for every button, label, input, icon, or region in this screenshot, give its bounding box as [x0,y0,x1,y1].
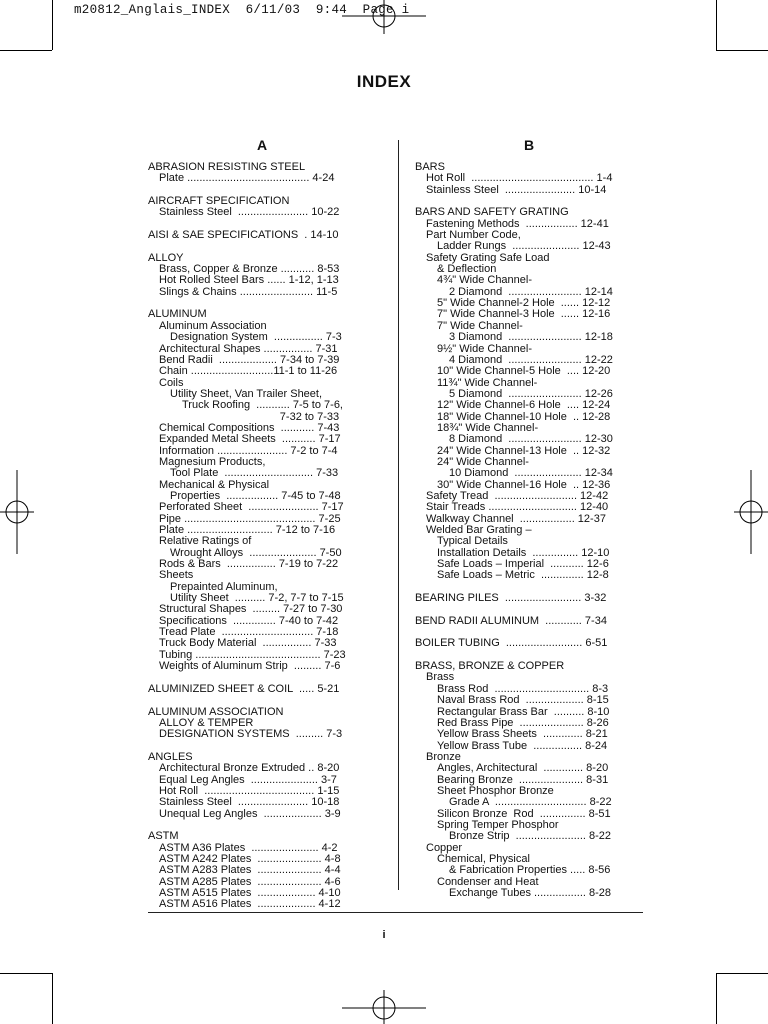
index-entry: 12" Wide Channel-6 Hole .... 12-24 [437,399,611,412]
crop-mark [52,973,53,1024]
index-heading: ALUMINUM [148,308,207,321]
index-entry: Architectural Bronze Extruded .. 8-20 [159,762,340,775]
index-entry: Hot Rolled Steel Bars ...... 1-12, 1-13 [159,274,339,287]
index-entry: Fastening Methods ................. 12-41 [426,217,609,230]
entry-spacer [148,820,376,831]
index-entry: Bearing Bronze ..................... 8-31 [437,773,609,786]
index-entry: Tubing ......................................... 7-23 [159,648,346,661]
index-entry: Part Number Code, [426,229,521,242]
column-divider [398,140,399,890]
registration-mark-bottom [342,990,426,1024]
index-entry: 7-32 to 7-33 [182,410,340,423]
section-letter-a: A [256,137,268,153]
index-entry: 5" Wide Channel-2 Hole ...... 12-12 [437,297,611,310]
index-entry: 7" Wide Channel- [437,319,523,332]
index-entry: Brass, Copper & Bronze ........... 8-53 [159,263,340,276]
index-entry: Chemical Compositions ........... 7-43 [159,421,340,434]
index-entry: Utility Sheet .......... 7-2, 7-7 to 7-15 [170,592,344,605]
index-entry: Weights of Aluminum Strip ......... 7-6 [159,660,341,673]
index-entry: Hot Roll .................................... 1-15 [159,784,340,797]
index-entry: Safe Loads – Imperial ........... 12-6 [437,558,609,571]
index-entry: Angles, Architectural ............. 8-20 [437,762,609,775]
index-entry: Sheet Phosphor Bronze [437,784,554,797]
index-heading: BARS [415,161,445,173]
entry-spacer [148,695,376,706]
index-entry: Magnesium Products, [159,455,266,468]
index-entry: 8 Diamond ........................ 12-30 [449,433,613,446]
index-entry: Exchange Tubes ................. 8-28 [449,887,612,899]
footer-rule [148,912,643,913]
index-entry: Coils [159,376,184,389]
index-entry: Relative Ratings of [159,535,252,548]
index-entry: Architectural Shapes ................ 7-31 [159,342,338,355]
index-entry: 24" Wide Channel- [437,455,529,468]
index-heading: ABRASION RESISTING STEEL [148,161,306,173]
index-heading: ANGLES [148,750,193,763]
index-entry: Truck Body Material ................ 7-33 [159,637,337,650]
index-entry: Mechanical & Physical [159,478,270,491]
index-entry: Red Brass Pipe ..................... 8-26 [437,716,609,729]
index-entry: Chain ...........................11-1 to 11-26 [159,365,338,378]
index-entry: Silicon Bronze Rod ............... 8-51 [437,807,611,820]
index-entry: ASTM A515 Plates ................... 4-10 [159,887,341,899]
index-entry: Naval Brass Rod ................... 8-15 [437,694,609,707]
index-entry: Copper [426,841,463,854]
registration-mark-right [734,470,768,554]
index-column-a [148,138,376,911]
index-entry: Stainless Steel ....................... 10-22 [159,206,340,219]
index-entry: Slings & Chains ........................ 11-5 [159,285,338,298]
index-entry: ALLOY & TEMPER [159,716,254,729]
index-entry: ASTM A242 Plates ..................... 4-8 [159,852,341,865]
index-entry: Stainless Steel ....................... 10-18 [159,796,340,809]
index-entry: DESIGNATION SYSTEMS ......... 7-3 [159,728,343,741]
index-entry: ASTM A36 Plates ...................... 4-2 [159,841,338,854]
index-entry: Aluminum Association [159,319,267,332]
index-entry: Unequal Leg Angles ................... 3-9 [159,807,341,820]
crop-mark [0,973,52,974]
index-entry: 7" Wide Channel-3 Hole ...... 12-16 [437,308,611,321]
section-letter-b: B [523,137,535,153]
index-heading: BEND RADII ALUMINUM ............ 7-34 [415,614,607,627]
index-entry: Welded Bar Grating – [426,524,532,536]
index-entry: Typical Details [437,535,508,548]
index-entry: Rectangular Brass Bar .......... 8-10 [437,705,610,718]
crop-mark [716,973,768,974]
index-entry: 3 Diamond ........................ 12-18 [449,331,613,344]
index-entry: Safety Grating Safe Load [426,251,550,264]
index-heading: ASTM [148,830,179,843]
index-entry: Brass [426,671,455,684]
index-heading: ALUMINUM ASSOCIATION [148,705,284,718]
index-entry: Prepainted Aluminum, [170,580,278,593]
index-entry: Chemical, Physical [437,852,530,865]
index-entry: 24" Wide Channel-13 Hole .. 12-32 [437,444,611,457]
print-slug: m20812_Anglais_INDEX 6/11/03 9:44 Page i [74,3,410,17]
index-entry: Stainless Steel ....................... 10-14 [426,183,607,196]
index-entry: Plate ............................ 7-12 to 7-16 [159,524,336,536]
index-entry: 2 Diamond ........................ 12-14 [449,285,613,298]
index-entry: Perforated Sheet ....................... 7-17 [159,501,344,514]
index-entry: ASTM A285 Plates ..................... 4-6 [159,875,341,888]
registration-mark-top [342,0,426,34]
index-entry: Stair Treads ............................. 12-40 [426,501,609,514]
index-entry: Hot Roll ........................................ 1-4 [426,172,613,185]
index-entry: Plate ........................................ 4-24 [159,172,335,185]
registration-mark-left [0,470,34,554]
index-entry: Walkway Channel .................. 12-37 [426,512,606,525]
crop-mark [716,50,768,51]
index-entry: ASTM A516 Plates ................... 4-12 [159,898,341,911]
index-entry: Specifications .............. 7-40 to 7-42 [159,614,339,627]
crop-mark [52,0,53,50]
index-entry: Properties ................. 7-45 to 7-48 [170,489,341,502]
index-entry: Designation System ................ 7-3 [170,331,342,344]
index-heading: AISI & SAE SPECIFICATIONS . 14-10 [148,229,339,242]
index-entry: Ladder Rungs ...................... 12-43 [437,240,611,253]
index-entry: 18" Wide Channel-10 Hole .. 12-28 [437,410,611,423]
index-entry: ASTM A283 Plates ..................... 4-4 [159,864,341,877]
crop-mark [716,973,717,1024]
index-entry: Yellow Brass Tube ................ 8-24 [437,739,608,752]
index-entry: Equal Leg Angles ...................... 3-7 [159,773,337,786]
index-entry: Pipe ........................................... 7-25 [159,512,341,525]
crop-mark [0,50,52,51]
index-entry: 11¾" Wide Channel- [437,376,538,389]
index-heading: BRASS, BRONZE & COPPER [415,660,565,673]
index-entry: Information ....................... 7-2 to 7-4 [159,444,338,457]
index-entry: 4 Diamond ........................ 12-22 [449,353,613,366]
index-entry: 4¾" Wide Channel- [437,274,533,287]
index-entry: Tool Plate ............................. 7-33 [170,467,339,480]
index-entry: 18¾" Wide Channel- [437,421,539,434]
index-entry: Safety Tread ........................... 12-42 [426,489,609,502]
index-entry: 9½" Wide Channel- [437,342,533,355]
index-entry: & Deflection [437,263,497,276]
index-entry: Yellow Brass Sheets ............. 8-21 [437,728,608,741]
index-heading: ALUMINIZED SHEET & COIL ..... 5-21 [148,682,340,695]
index-entry: Truck Roofing ........... 7-5 to 7-6, [182,399,343,412]
index-entry: Bronze Strip ....................... 8-22 [449,830,612,843]
index-entry: 5 Diamond ........................ 12-26 [449,387,613,400]
index-entry: Utility Sheet, Van Trailer Sheet, [170,387,323,400]
crop-mark [716,0,717,50]
index-entry: Rods & Bars ................ 7-19 to 7-22 [159,558,339,571]
index-heading: ALLOY [148,251,184,264]
index-entry: Grade A .............................. 8-22 [449,796,612,809]
index-entry: Bronze [426,750,461,763]
index-entry: Bend Radii ................... 7-34 to 7-39 [159,353,340,366]
index-entry: Installation Details ............... 12-10 [437,546,610,559]
index-heading: AIRCRAFT SPECIFICATION [148,195,290,208]
page-title: INDEX [356,72,412,91]
index-entry: Safe Loads – Metric .............. 12-8 [437,569,609,582]
index-entry: 10" Wide Channel-5 Hole .... 12-20 [437,365,611,378]
index-heading: BARS AND SAFETY GRATING [415,206,569,219]
index-entry: Wrought Alloys ...................... 7-50 [170,546,342,559]
index-entry: Sheets [159,569,194,582]
index-entry: 10 Diamond ...................... 12-34 [449,467,613,480]
index-heading: BEARING PILES ......................... 3-32 [415,592,607,605]
page-number: i [382,929,386,941]
index-entry: Structural Shapes ......... 7-27 to 7-30 [159,603,343,616]
index-entry: Condenser and Heat [437,875,539,888]
index-column-b [415,138,643,899]
index-entry: & Fabrication Properties ..... 8-56 [449,864,611,877]
index-entry: Expanded Metal Sheets ........... 7-17 [159,433,341,446]
index-heading: BOILER TUBING ......................... 6-51 [415,637,608,650]
index-entry: Tread Plate .............................. 7-18 [159,626,339,639]
index-entry: Brass Rod ............................... 8-3 [437,682,609,695]
index-entry: Spring Temper Phosphor [437,818,559,831]
index-entry: 30" Wide Channel-16 Hole .. 12-36 [437,478,611,491]
